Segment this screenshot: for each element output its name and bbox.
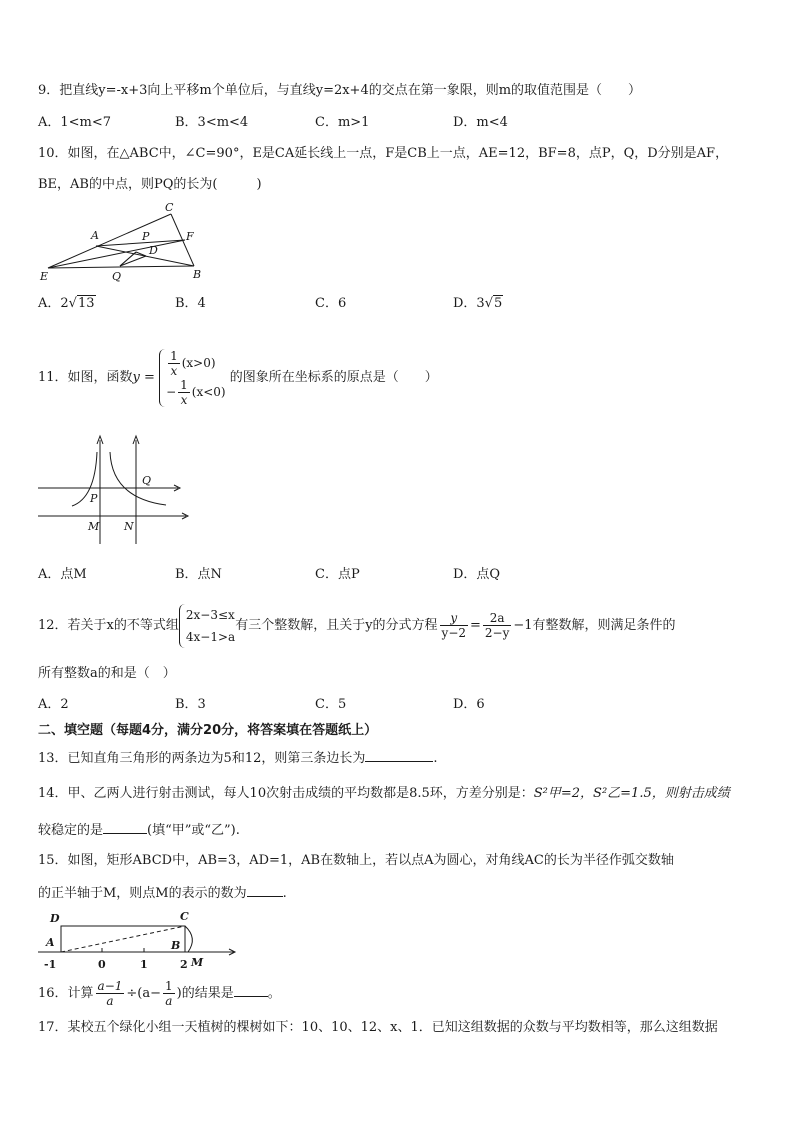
q15-tick-minus1: -1 [44, 958, 57, 971]
sqrt-5: √5 [484, 296, 503, 311]
q11-option-a: A．点M [38, 567, 87, 582]
q15-tick-0: 0 [98, 958, 106, 971]
q15-line2: 的正半轴于M，则点M的表示的数为 . [38, 886, 287, 901]
q11-label-q: Q [142, 474, 152, 487]
q10-option-b: B．4 [175, 296, 206, 311]
section-heading-fill-blank: 二、填空题（每题4分，满分20分，将答案填在答题纸上） [38, 723, 378, 738]
q15-label-a: A [46, 936, 55, 949]
q10-label-b: B [193, 268, 202, 281]
q9-option-d: D．m<4 [453, 115, 508, 130]
q12-line2: 所有整数a的和是（ ） [38, 666, 176, 681]
q9-options [38, 114, 738, 132]
q10-label-e: E [40, 270, 49, 283]
q10-option-d: D．3√5 [453, 296, 503, 311]
q12-inequality-system: 2x−3≤x 4x−1>a [179, 604, 235, 648]
q11-text: 11．如图，函数y = $\frac{1}{x}$ (x>0) − $\frac{1}{x}$ (x<0) 的图象所在坐标系的原点是（ ） [38, 348, 438, 407]
q15-label-m: M [191, 956, 204, 969]
q15-label-b: B [171, 939, 181, 952]
q9-text: 9．把直线y=-x+3向上平移m个单位后，与直线y=2x+4的交点在第一象限，则m的取值范围是（ ） [38, 83, 642, 98]
q10-label-a: A [91, 229, 99, 242]
q11-option-c: C．点P [315, 567, 360, 582]
q11-label-n: N [124, 520, 134, 533]
q10-option-c: C．6 [315, 296, 347, 311]
q10-label-d: D [149, 244, 158, 257]
q11-label-p: P [90, 492, 98, 505]
q15-label-d: D [50, 912, 60, 925]
q12-options [38, 696, 738, 714]
q12-option-a: A．2 [38, 697, 69, 712]
q16-answer-blank[interactable] [234, 984, 268, 997]
q15-tick-1: 1 [140, 958, 148, 971]
q15-tick-2: 2 [180, 958, 188, 971]
q10-option-a: A．2√13 [38, 296, 95, 311]
q11-label-m: M [88, 520, 100, 533]
q13-answer-blank[interactable] [365, 749, 433, 762]
q12-option-b: B．3 [175, 697, 206, 712]
q15-answer-blank[interactable] [247, 884, 283, 897]
sqrt-13: √13 [68, 296, 95, 311]
q11-options [38, 566, 738, 584]
q12-option-c: C．5 [315, 697, 347, 712]
q10-line2: BE，AB的中点，则PQ的长为( ) [38, 177, 262, 192]
q10-options [38, 295, 738, 313]
q11-piecewise: $\frac{1}{x}$ (x>0) − $\frac{1}{x}$ (x<0) [159, 349, 226, 407]
q17-text: 17．某校五个绿化小组一天植树的棵树如下：10、10、12、x、1．已知这组数据的众数与平均数相等，那么这组数据 [38, 1020, 718, 1035]
q9-option-a: A．1<m<7 [38, 115, 112, 130]
q12-line1: 12．若关于x的不等式组 2x−3≤x 4x−1>a 有三个整数解，且关于y的分式方程 $\frac{y}{y-2}$ = $\frac{2a}{2-y}$ −1有整数解，则满足条件的 [38, 600, 676, 652]
q10-label-c: C [165, 201, 174, 214]
q12-option-d: D．6 [453, 697, 485, 712]
q13-text: 13．已知直角三角形的两条边为5和12，则第三条边长为 . [38, 751, 438, 766]
q14-answer-blank[interactable] [103, 821, 147, 834]
q9-option-b: B．3<m<4 [175, 115, 249, 130]
q10-line1: 10．如图，在△ABC中，∠C=90°，E是CA延长线上一点，F是CB上一点，AE=12，BF=8，点P，Q，D分别是AF， [38, 146, 729, 161]
q10-label-p: P [142, 230, 150, 243]
q11-option-b: B．点N [175, 567, 222, 582]
q16-text: 16．计算 $\frac{a-1}{a}$ ÷(a− $\frac{1}{a}$ )的结果是 。 [38, 979, 281, 1008]
q10-label-q: Q [112, 270, 122, 283]
q9-option-c: C．m>1 [315, 115, 370, 130]
q14-line1: 14．甲、乙两人进行射击测试，每人10次射击成绩的平均数都是8.5环，方差分别是：S²甲=2，S²乙=1.5，则射击成绩 [38, 786, 730, 801]
q15-label-c: C [180, 910, 189, 923]
q11-graph-figure [38, 432, 198, 550]
q15-numberline-figure [38, 908, 243, 970]
q15-line1: 15．如图，矩形ABCD中，AB=3，AD=1，AB在数轴上，若以点A为圆心，对角线AC的长为半径作弧交数轴 [38, 853, 674, 868]
q14-line2: 较稳定的是 (填“甲”或“乙”). [38, 823, 240, 838]
q10-label-f: F [186, 230, 194, 243]
q11-option-d: D．点Q [453, 567, 501, 582]
